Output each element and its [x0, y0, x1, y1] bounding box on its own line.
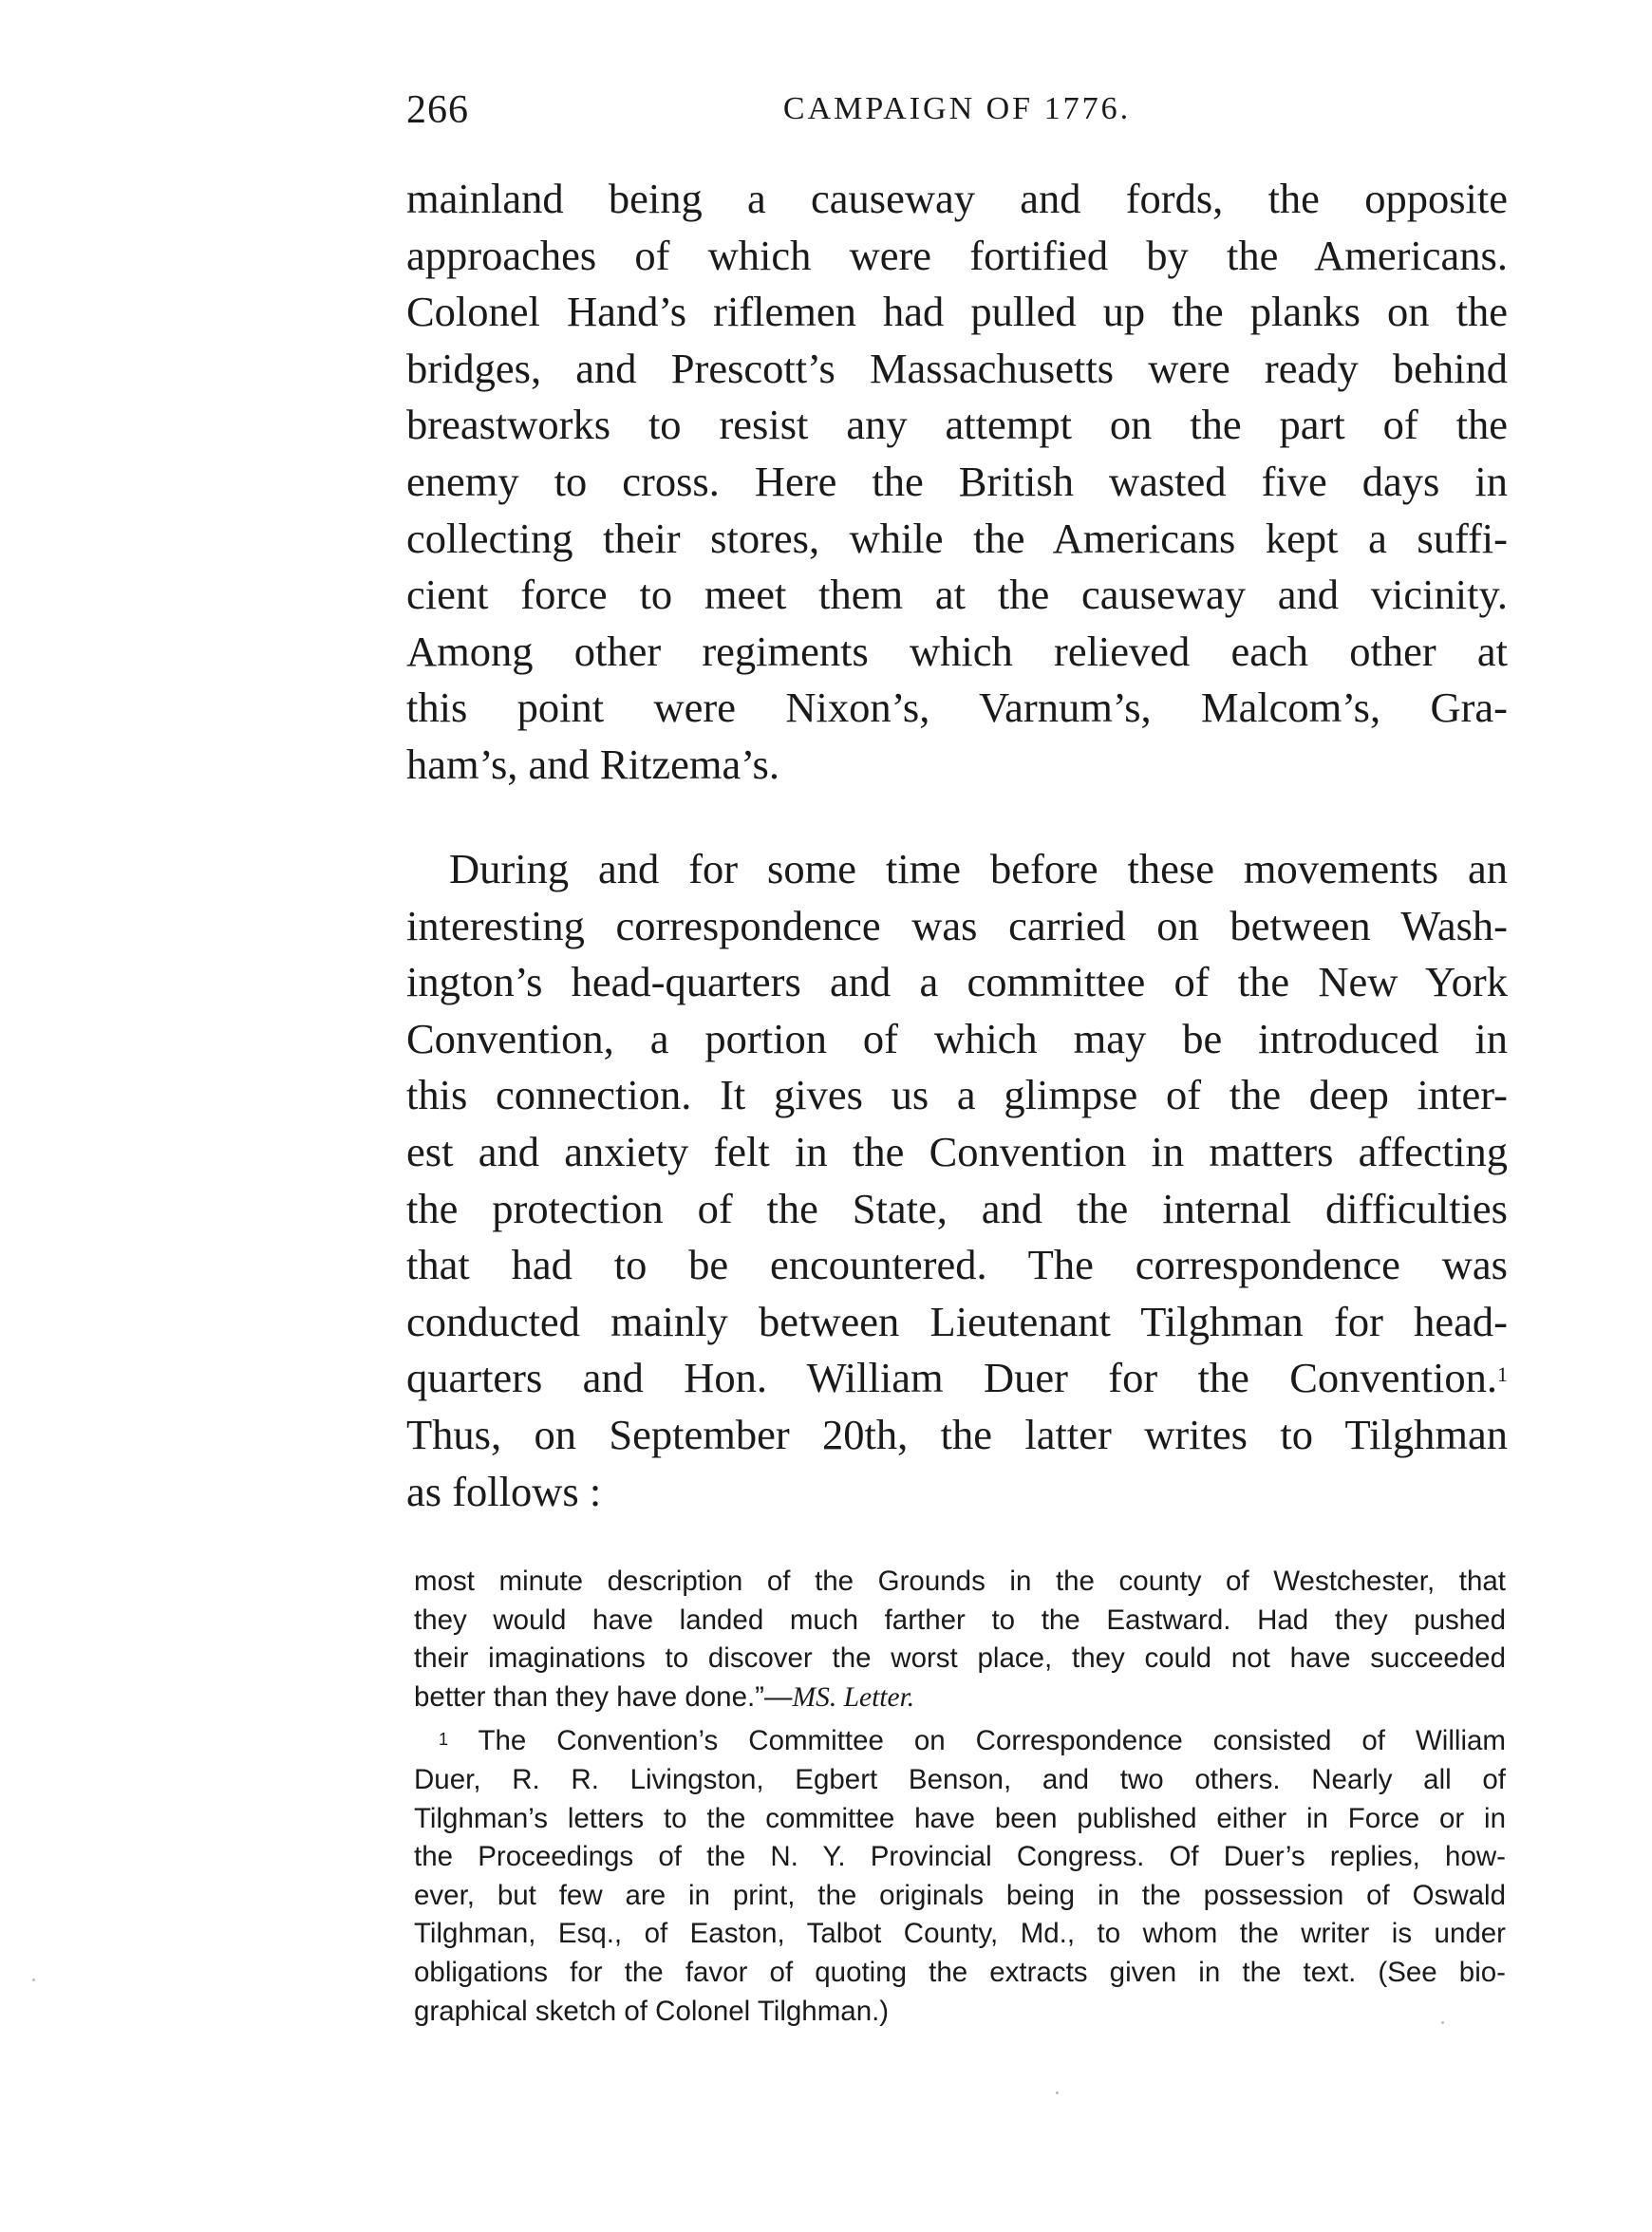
- footnote-line: [414, 1722, 1506, 1761]
- footnote-line: ever, but few are in print, the originals being in the possession of Oswald: [414, 1879, 1506, 1911]
- text-line: bridges, and Prescott’s Massachusetts were ready behind: [406, 344, 1508, 392]
- footnotes: [414, 1563, 1506, 2031]
- footnote-line: most minute description of the Grounds in the county of Westchester, that: [414, 1566, 1506, 1597]
- text-line: Convention, a portion of which may be introduced in: [406, 1014, 1508, 1062]
- running-head: CAMPAIGN OF 1776.: [782, 91, 1132, 126]
- footnote-line: Tilghman’s letters to the committee have been published either in Force or in: [414, 1802, 1506, 1834]
- text-line: breastworks to resist any attempt on the part of the: [406, 401, 1508, 449]
- footnote-line: their imaginations to discover the worst place, they could not have succeeded: [414, 1642, 1506, 1675]
- text-line: approaches of which were fortified by the Americans.: [406, 231, 1508, 279]
- footnote-continued: [414, 1563, 1506, 1716]
- footnote-line: the Proceedings of the N. Y. Provincial Congress. Of Duer’s replies, how-: [414, 1841, 1506, 1873]
- page-header: [406, 87, 1508, 144]
- footnote-reference: 1: [1497, 1362, 1508, 1387]
- text-line: est and anxiety felt in the Convention in matters affecting: [406, 1127, 1508, 1175]
- text-line: conducted mainly between Lieutenant Tilghman for head-: [406, 1297, 1508, 1345]
- scan-speck: [32, 1979, 35, 1981]
- text-line: Among other regiments which relieved each other at: [406, 627, 1508, 675]
- text-line: enemy to cross. Here the British wasted five days in: [406, 457, 1508, 505]
- paragraph-1: [406, 171, 1508, 794]
- page-number: 266: [406, 88, 469, 132]
- footnote-line: graphical sketch of Colonel Tilghman.): [414, 1995, 890, 2027]
- footnote-line: obligations for the favor of quoting the extracts given in the text. (See bio-: [414, 1956, 1506, 1988]
- footnote-1: [414, 1722, 1506, 2031]
- footnote-text: The Convention’s Committee on Correspondence consisted of William: [478, 1725, 1506, 1757]
- text-line: ington’s head-quarters and a committee of the New York: [406, 958, 1508, 1006]
- text-line: as follows :: [406, 1467, 602, 1515]
- text-line: mainland being a causeway and fords, the opposite: [406, 175, 1508, 222]
- scan-speck: [1441, 2021, 1444, 2024]
- text-line-with-footnote: [406, 1350, 1508, 1407]
- text-line: that had to be encountered. The correspondence was: [406, 1241, 1508, 1289]
- footnote-line: [414, 1679, 1506, 1717]
- text-line: this point were Nixon’s, Varnum’s, Malcom’s, Gra-: [406, 684, 1508, 732]
- text-line: this connection. It gives us a glimpse of the deep inter-: [406, 1071, 1508, 1119]
- footnote-source: MS. Letter.: [792, 1681, 915, 1713]
- text-line: cient force to meet them at the causeway and vicinity.: [406, 571, 1508, 619]
- text-line: During and for some time before these movements an: [449, 845, 1508, 892]
- footnote-line: Tilghman, Esq., of Easton, Talbot County, Md., to whom the writer is under: [414, 1918, 1506, 1950]
- footnote-text: better than they have done.”—: [414, 1680, 793, 1713]
- text-line: collecting their stores, while the Americans kept a suffi-: [406, 514, 1508, 562]
- text-line: the protection of the State, and the internal difficulties: [406, 1184, 1508, 1232]
- scan-speck: [1056, 2091, 1059, 2094]
- text-line: quarters and Hon. William Duer for the Convention.: [406, 1354, 1497, 1402]
- text-line: Colonel Hand’s riflemen had pulled up the planks on the: [406, 288, 1508, 336]
- text-line: interesting correspondence was carried on between Wash-: [406, 901, 1508, 949]
- footnote-line: Duer, R. R. Livingston, Egbert Benson, and two others. Nearly all of: [414, 1763, 1506, 1795]
- text-line: Thus, on September 20th, the latter writes to Tilghman: [406, 1410, 1508, 1458]
- paragraph-2: [406, 841, 1508, 1520]
- text-line: ham’s, and Ritzema’s.: [406, 740, 780, 788]
- footnote-marker: 1: [439, 1730, 449, 1750]
- footnote-line: they would have landed much farther to the Eastward. Had they pushed: [414, 1604, 1506, 1636]
